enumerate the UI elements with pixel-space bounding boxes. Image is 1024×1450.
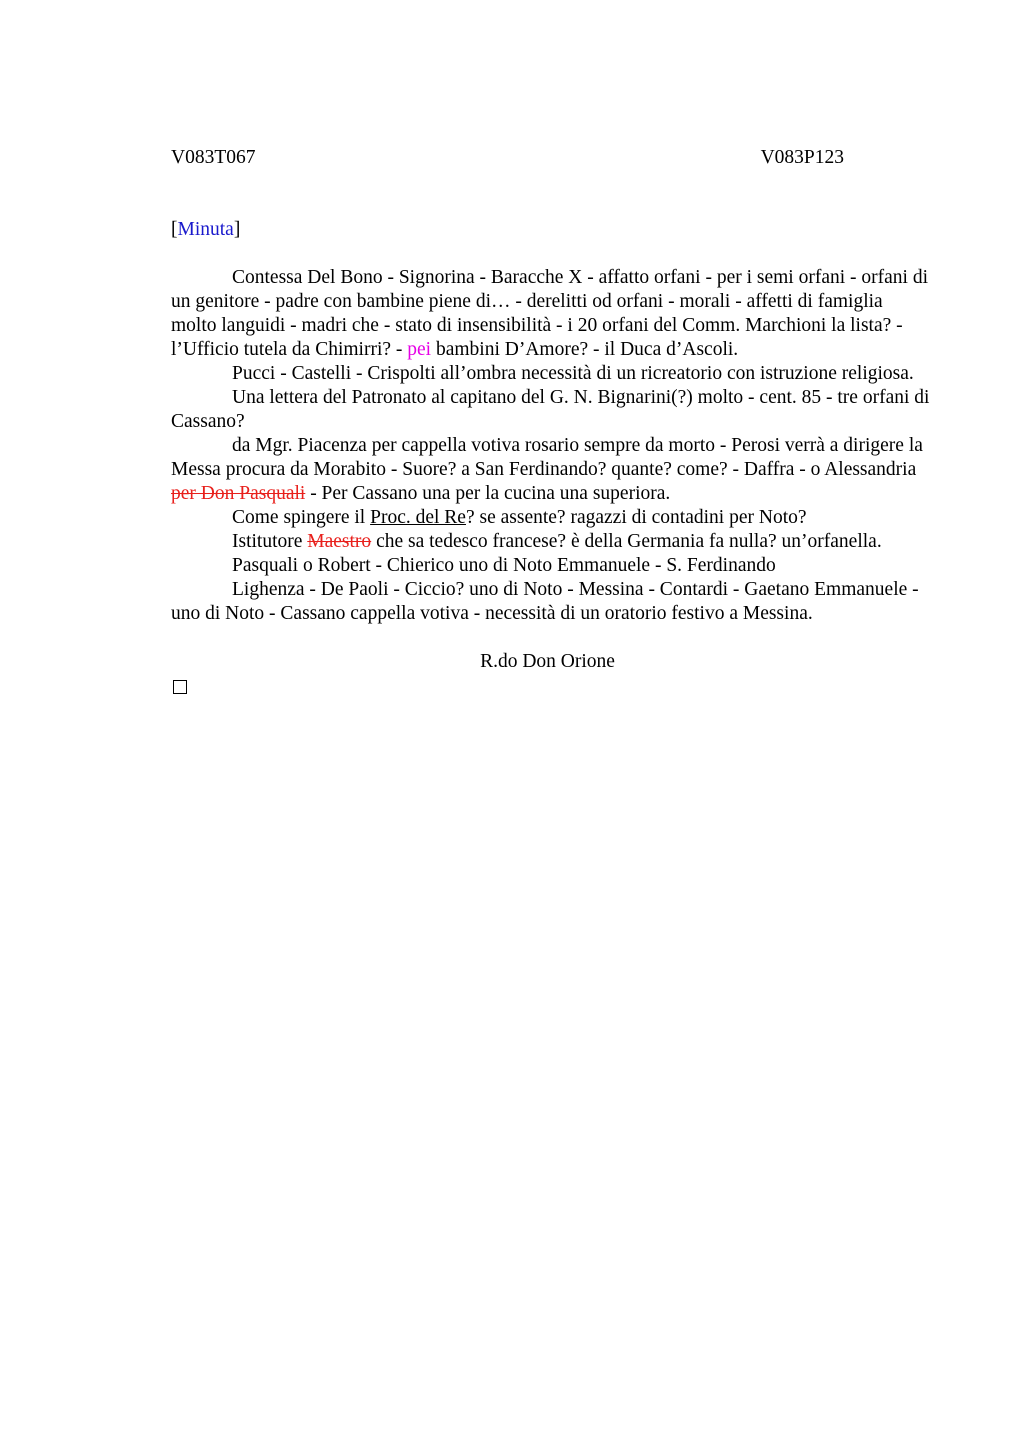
highlighted-word: pei [407,339,432,360]
paragraph-6-text-b: che sa tedesco francese? è della Germania fa nulla? un’orfanella. [371,531,882,552]
tag-open-bracket: [ [171,219,178,240]
tag-label: Minuta [177,219,234,240]
paragraph-1-text-a: Contessa Del Bono - Signorina - Baracche X - affatto orfani - per i semi orfani - orfani di un genitore - padre con bambine piene di… - derelitti od orfani - morali - affetti di famiglia molto languidi - madri che - stato di insensibilità - i 20 orfani del Comm. Marchioni la lista? - l’Ufficio tutela da Chimirri? - [171,267,929,360]
document-code-right: V083P123 [760,147,844,168]
paragraph-3: Una lettera del Patronato al capitano del G. N. Bignarini(?) molto - cent. 85 - tre orfani di Cassano? [171,387,930,432]
document-header [171,146,844,170]
paragraph-4 [171,434,931,506]
paragraph-5-text-a: Come spingere il [232,507,371,528]
paragraph-2: Pucci - Castelli - Crispolti all’ombra necessità di un ricreatorio con istruzione religiosa. [232,363,914,384]
document-body [171,266,931,626]
document-page [171,146,931,701]
underlined-text: Proc. del Re [370,507,466,528]
tag-close-bracket: ] [233,219,241,240]
checkbox-square-icon [173,680,187,694]
signature: R.do Don Orione [480,651,615,672]
paragraph-7: Pasquali o Robert - Chierico uno di Noto Emmanuele - S. Ferdinando [232,555,776,576]
paragraph-4-text-b: - Per Cassano una per la cucina una superiora. [305,483,671,504]
struck-text: Maestro [307,531,372,552]
paragraph-1-text-b: bambini D’Amore? - il Duca d’Ascoli. [431,339,739,360]
paragraph-6-text-a: Istitutore [232,531,308,552]
paragraph-6 [171,530,931,554]
paragraph-1 [171,266,931,362]
paragraph-5-text-b: ? se assente? ragazzi di contadini per Noto? [465,507,807,528]
document-code-left: V083T067 [171,147,256,168]
paragraph-5 [171,506,931,530]
paragraph-8: Lighenza - De Paoli - Ciccio? uno di Noto - Messina - Contardi - Gaetano Emmanuele - uno di Noto - Cassano cappella votiva - necessità di un oratorio festivo a Messina. [171,579,919,624]
document-type-tag [171,218,931,242]
paragraph-4-text-a: da Mgr. Piacenza per cappella votiva rosario sempre da morto - Perosi verrà a dirigere la Messa procura da Morabito - Suore? a San Ferdinando? quante? come? - Daffra - o Alessandria [171,435,923,480]
checkbox-row [171,674,931,701]
struck-text: per Don Pasquali [171,483,306,504]
